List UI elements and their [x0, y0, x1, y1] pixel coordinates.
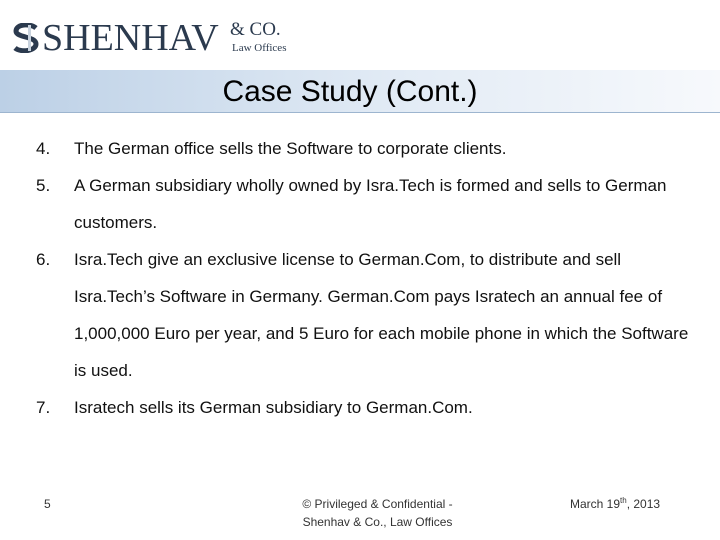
item-number: 7. [36, 398, 51, 417]
confidential-line-1: © Privileged & Confidential - [302, 497, 453, 511]
item-text: A German subsidiary wholly owned by Isra.Tech is formed and sells to German customers. [74, 176, 667, 232]
slide-date [570, 496, 660, 511]
list-item-7 [36, 389, 696, 426]
confidential-line-2: Shenhav & Co., Law Offices [302, 515, 453, 529]
date-suffix: th [620, 496, 627, 505]
shenhav-logo-icon [12, 23, 40, 53]
logo-name: SHENHAV [42, 17, 219, 59]
confidential-notice [270, 495, 485, 531]
list-item-4 [36, 130, 696, 167]
page-number: 5 [44, 497, 51, 511]
item-number: 5. [36, 176, 51, 195]
item-text: The German office sells the Software to corporate clients. [74, 139, 507, 158]
logo-subtitle: Law Offices [232, 42, 287, 54]
date-prefix: March 19 [570, 497, 621, 511]
company-logo [12, 18, 302, 58]
logo-co: & CO. [230, 19, 281, 40]
slide-title: Case Study (Cont.) [222, 75, 478, 108]
item-number: 6. [36, 250, 51, 269]
list-item-6 [36, 241, 696, 389]
slide-content [36, 130, 696, 426]
item-number: 4. [36, 139, 51, 158]
list-item-5 [36, 167, 696, 241]
item-text: Isra.Tech give an exclusive license to German.Com, to distribute and sell Isra.Tech’s Software in Germany. German.Com pays Isratech an annual fee of 1,000,000 Euro per year, and 5 Euro for each mobile phone in which the Software is used. [74, 250, 689, 380]
item-text: Isratech sells its German subsidiary to German.Com. [74, 398, 473, 417]
title-divider [0, 112, 720, 113]
date-year: , 2013 [626, 497, 661, 511]
